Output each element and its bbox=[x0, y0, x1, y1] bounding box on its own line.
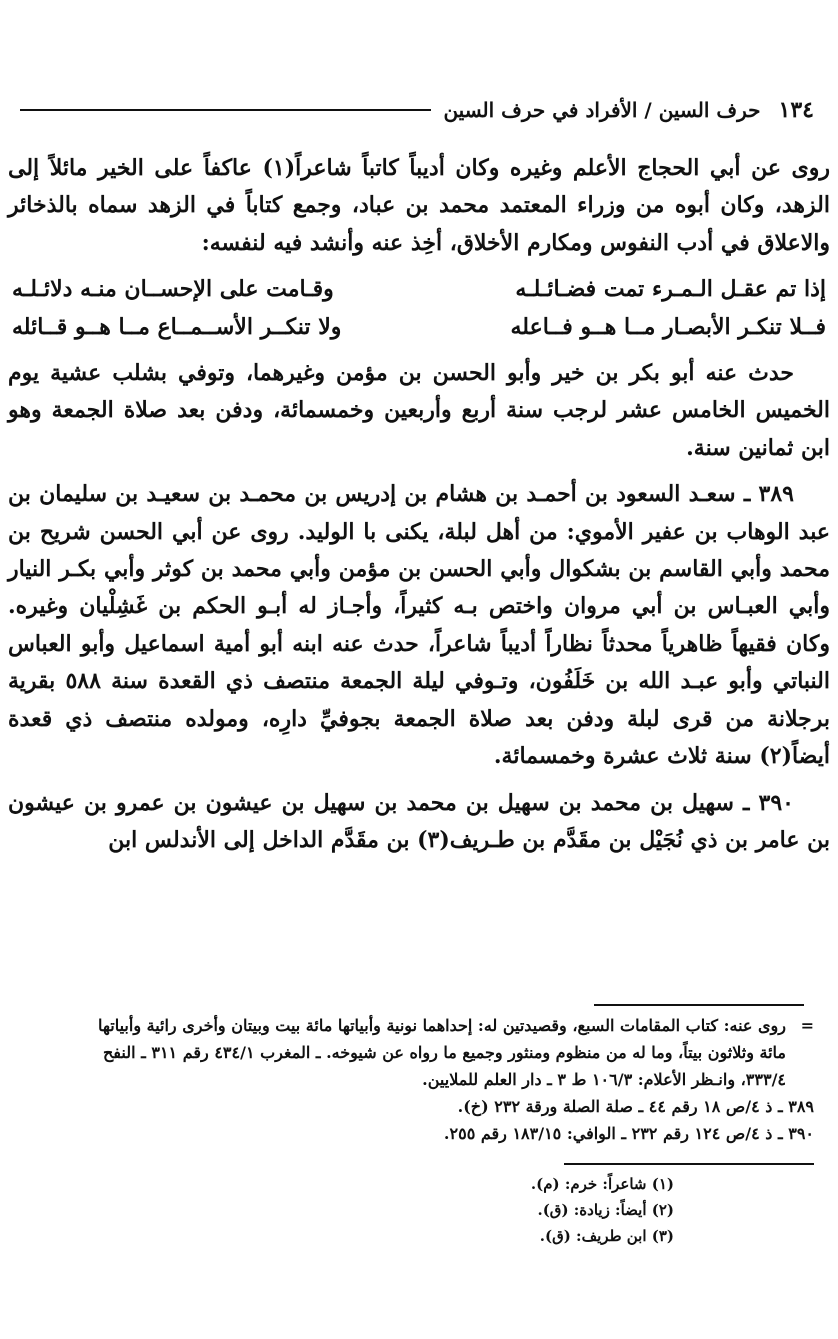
main-text bbox=[8, 150, 830, 859]
footnotes-separator bbox=[564, 1163, 814, 1165]
page-number: ١٣٤ bbox=[778, 97, 814, 123]
header-rule bbox=[20, 109, 431, 111]
footnote: (٢) أيضاً: زيادة: (ق). bbox=[537, 1201, 674, 1219]
notes-block bbox=[80, 1004, 814, 1249]
header-title: حرف السين / الأفراد في حرف السين bbox=[443, 98, 761, 122]
intro-paragraph: روى عن أبي الحجاج الأعلم وغيره وكان أديباً كاتباً شاعراً(١) عاكفاً على الخير مائلاً إلى الزهد، وكان أبوه من وزراء المعتمد محمد بن عباد، وجمع كتاباً في الزهد سماه بالذخائر والاعلاق في أدب النفوس ومكارم الأخلاق، أخِذ عنه وأنشد فيه لنفسه: bbox=[8, 155, 830, 256]
verse-line bbox=[8, 309, 830, 346]
entry-389: ٣٨٩ ـ سعـد السعود بن أحمـد بن هشام بن إدريس بن محمـد بن سعيـد بن سليمان بن عبد الوهاب بن عفير الأموي: من أهل لبلة، يكنى با الوليد. روى عن أبي الحسن شريح بن محمد وأبي القاسم بن بشكوال وأبي الحسن بن مؤمن وأبي محمد بن كوثر وأبي بكـر النيار وأبي العبـاس بن أبي مروان واختص بـه كثيراً، وأجـاز له أبـو الحكم بن غَشِلْيان وغيره. وكان فقيهاً ظاهرياً محدثاً نظاراً أديباً شاعراً، حدث عنه ابنه أبو أمية اسماعيل وأبو العباس النباتي وأبو عبـد الله بن خَلَفُون، وتـوفي ليلة الجمعة منتصف ذي القعدة سنة ٥٨٨ بقرية برجلانة من قرى لبلة ودفن بعد صلاة الجمعة بجوفيِّ دارِه، ومولده منتصف ذي قعدة أيضاً(٢) سنة ثلاث عشرة وخمسمائة. bbox=[8, 481, 831, 770]
notes-separator bbox=[594, 1004, 804, 1006]
verse-first-hemistich: إذا تم عقـل الـمـرء تمت فضـائـلـه bbox=[515, 276, 826, 303]
note-continuation bbox=[80, 1012, 814, 1093]
continuation-marker: = bbox=[800, 1016, 814, 1035]
footnote: (١) شاعراً: خرم: (م). bbox=[530, 1175, 674, 1193]
footnotes bbox=[80, 1171, 814, 1249]
note-ref-390: ٣٩٠ ـ ذ ٤/ص ١٢٤ رقم ٢٣٢ ـ الوافي: ١٨٣/١٥ رقم ٢٥٥. bbox=[443, 1124, 814, 1143]
paragraph: حدث عنه أبو بكر بن خير وأبو الحسن بن مؤمن وغيرهما، وتوفي بشلب عشية يوم الخميس الخامس عشر لرجب سنة أربع وأربعين وخمسمائة، ودفن بعد صلاة الجمعة وهو ابن ثمانين سنة. bbox=[8, 360, 830, 461]
verse-second-hemistich: وقـامت على الإحســان منـه دلائـلـه bbox=[12, 276, 334, 303]
note-ref-389: ٣٨٩ ـ ذ ٤/ص ١٨ رقم ٤٤ ـ صلة الصلة ورقة ٢٣٢ (خ). bbox=[457, 1097, 814, 1116]
footnote: (٣) ابن طريف: (ق). bbox=[539, 1227, 674, 1245]
verse-second-hemistich: ولا تنكــر الأســمــاع مــا هــو قــائله bbox=[12, 313, 342, 340]
entry-390: ٣٩٠ ـ سهيل بن محمد بن سهيل بن محمد بن سهيل بن عيشون بن عمرو بن عيشون بن عامر بن ذي نُجَيْل بن مقَدَّم بن طـريف(٣) بن مقَدَّم الداخل إلى الأندلس ابن bbox=[8, 789, 830, 853]
verse-line bbox=[8, 271, 830, 308]
verse-first-hemistich: فــلا تنكـر الأبصـار مــا هــو فــاعله bbox=[510, 313, 826, 340]
note-continuation-text: روى عنه: كتاب المقامات السبع، وقصيدتين له: إحداهما نونية وأبياتها مائة بيت وبيتان وأخرى رائية وأبياتها مائة وثلاثون بيتاً، وما له من منظوم ومنثور وجميع ما رواه عن شيوخه. ـ المغرب ٤٣٤/١ رقم ٣١١ ـ النفح ٣٣٣/٤، وانـظر الأعلام: ١٠٦/٣ ط ٣ ـ دار العلم للملايين. bbox=[98, 1016, 786, 1089]
running-header bbox=[8, 92, 814, 128]
